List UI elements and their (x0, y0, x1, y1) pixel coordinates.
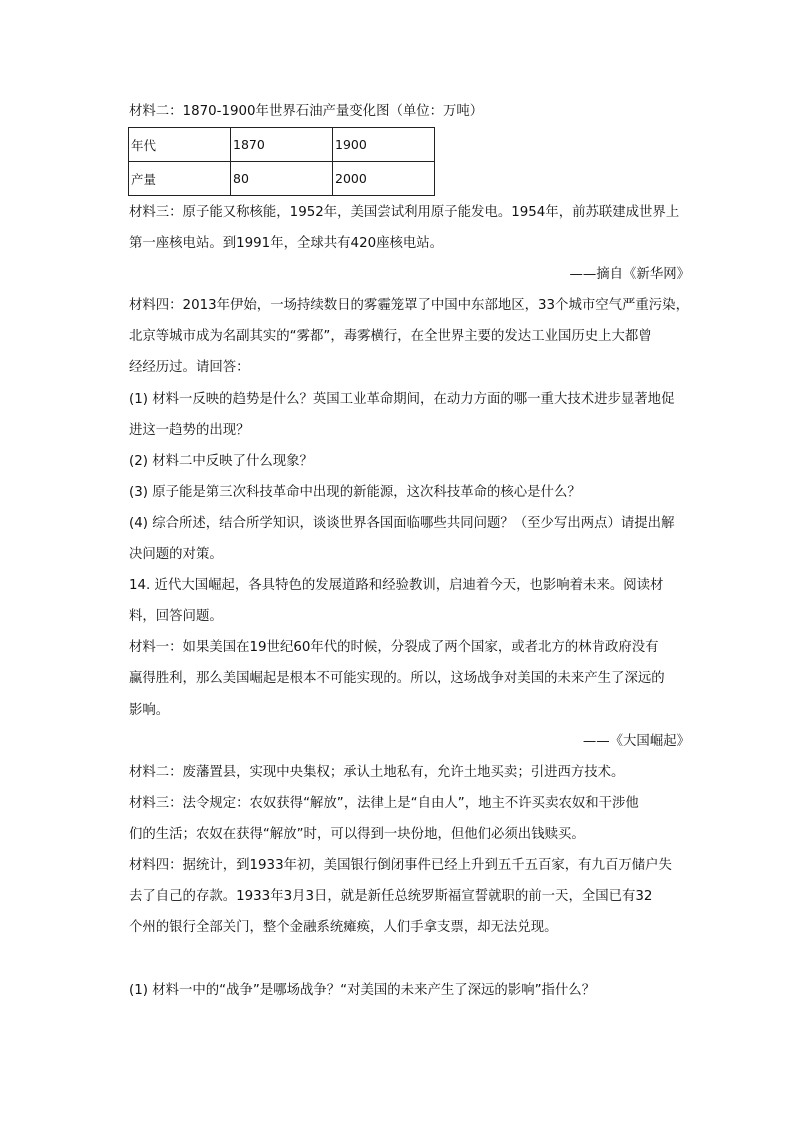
question-1: (1) 材料一反映的趋势是什么？英国工业革命期间，在动力方面的哪一重大技术进步显著地促 (129, 392, 675, 407)
material2-title: 材料二：1870-1900年世界石油产量变化图（单位：万吨） (129, 104, 484, 119)
material4-line: 经经历过。请回答： (129, 360, 250, 375)
problem-14-intro: 料，回答问题。 (129, 609, 223, 624)
question-4: 决问题的对策。 (129, 547, 223, 562)
material4-line: 北京等城市成为名副其实的“雾都”，毒雾横行，在全世界主要的发达工业国历史上大都曾 (129, 329, 652, 344)
question-1: 进这一趋势的出现？ (129, 423, 250, 438)
oil-production-table (128, 127, 435, 196)
table-cell: 1870 (231, 128, 333, 162)
material3-source: ——摘自《新华网》 (569, 267, 690, 282)
problem-14-intro: 14. 近代大国崛起，各具特色的发展道路和经验教训，启迪着今天，也影响着未来。阅读材 (129, 578, 664, 593)
p14-material3: 材料三：法令规定：农奴获得“解放”，法律上是“自由人”，地主不许买卖农奴和干涉他 (129, 796, 639, 811)
p14-material3: 们的生活；农奴在获得“解放”时，可以得到一块份地，但他们必须出钱赎买。 (129, 827, 585, 842)
material4-line: 材料四：2013年伊始，一场持续数日的雾霾笼罩了中国中东部地区，33个城市空气严重污染， (129, 298, 689, 313)
question-2: (2) 材料二中反映了什么现象？ (129, 454, 313, 469)
p14-question-1: (1) 材料一中的“战争”是哪场战争？“对美国的未来产生了深远的影响”指什么？ (129, 983, 596, 998)
p14-material1: 影响。 (129, 703, 170, 718)
material3-line: 材料三：原子能又称核能，1952年，美国尝试利用原子能发电。1954年，前苏联建成世界上 (129, 205, 680, 220)
p14-material1-source: ——《大国崛起》 (582, 734, 690, 749)
material3-line: 第一座核电站。到1991年，全球共有420座核电站。 (129, 236, 444, 251)
table-row (129, 128, 435, 162)
p14-material4: 材料四：据统计，到1933年初，美国银行倒闭事件已经上升到五千五百家，有九百万储户失 (129, 858, 672, 873)
p14-material4: 去了自己的存款。1933年3月3日，就是新任总统罗斯福宣誓就职的前一天，全国已有32 (129, 889, 653, 904)
p14-material2: 材料二：废藩置县，实现中央集权；承认土地私有，允许土地买卖；引进西方技术。 (129, 765, 625, 780)
table-cell: 2000 (333, 162, 435, 196)
table-row (129, 162, 435, 196)
table-cell: 产量 (129, 162, 231, 196)
table-cell: 80 (231, 162, 333, 196)
question-4: (4) 综合所述，结合所学知识，谈谈世界各国面临哪些共同问题？（至少写出两点）请提出解 (129, 516, 675, 531)
p14-material1: 赢得胜利，那么美国崛起是根本不可能实现的。所以，这场战争对美国的未来产生了深远的 (129, 671, 665, 686)
p14-material1: 材料一：如果美国在19世纪60年代的时候，分裂成了两个国家，或者北方的林肯政府没有 (129, 640, 659, 655)
table-cell: 1900 (333, 128, 435, 162)
p14-material4: 个州的银行全部关门，整个金融系统瘫痪，人们手拿支票，却无法兑现。 (129, 920, 558, 935)
table-cell: 年代 (129, 128, 231, 162)
question-3: (3) 原子能是第三次科技革命中出现的新能源，这次科技革命的核心是什么？ (129, 485, 581, 500)
